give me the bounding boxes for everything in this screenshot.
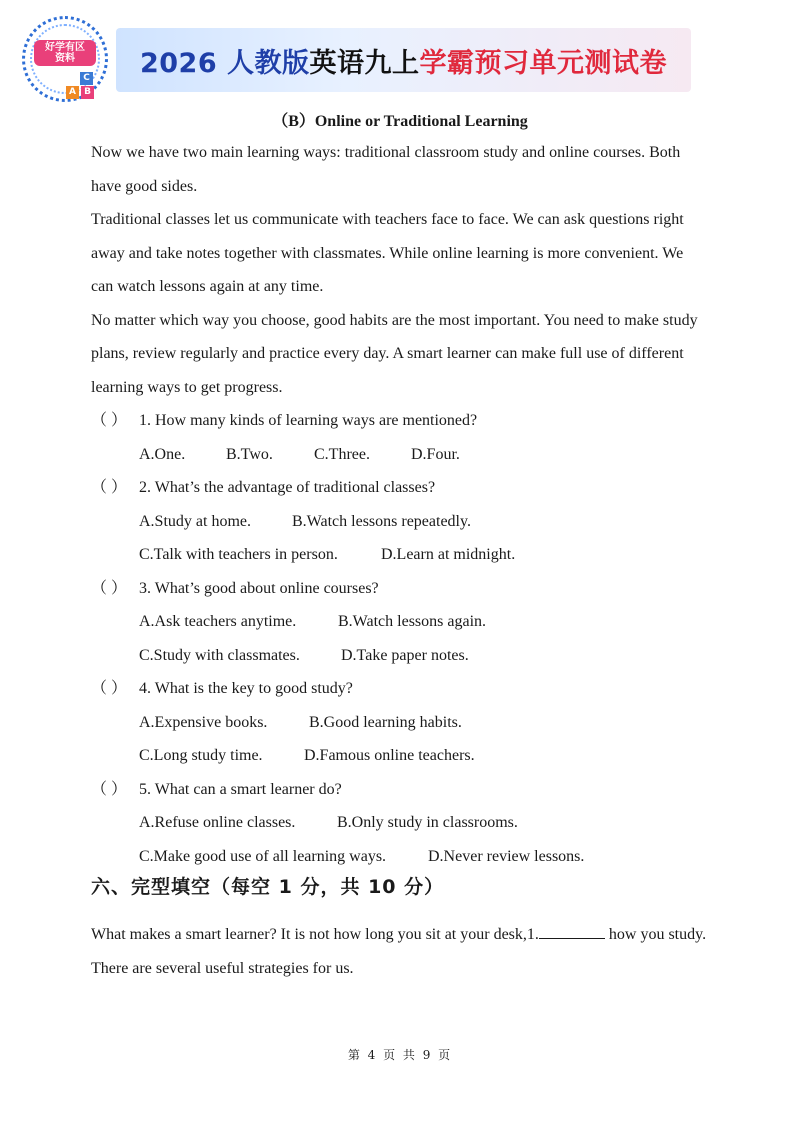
question-text: 3. What’s good about online courses? [139,579,379,597]
answer-bracket[interactable]: （ ） [91,680,128,697]
passage-line: away and take notes together with classmates. While online learning is more convenient. We [91,244,684,262]
option-a[interactable]: A.Study at home. [139,512,251,530]
question-text: 1. How many kinds of learning ways are mentioned? [139,412,478,429]
option-row [91,605,721,639]
brand-logo [22,16,108,102]
cloze-line-1 [91,918,731,952]
passage-line: can watch lessons again at any time. [91,278,324,295]
option-row [91,538,721,572]
passage-paragraph-2 [91,203,721,304]
cloze-text: What makes a smart learner? It is not how long you sit at your desk,1. [91,926,539,943]
option-row [91,739,721,773]
option-c[interactable]: C.Three. [314,445,370,463]
page-number: 第 4 页 共 9 页 [347,1048,453,1062]
cloze-text: how you study. [604,926,707,943]
question-text: 5. What can a smart learner do? [139,780,342,798]
question-3 [91,572,721,673]
option-row [91,706,721,740]
option-d[interactable]: D.Take paper notes. [341,646,469,664]
option-row [91,438,721,472]
answer-bracket[interactable]: （ ） [91,780,128,798]
block-c: C [80,72,93,85]
question-4 [91,672,721,773]
block-a: A [66,86,79,99]
title-part-subject: 英语九上 [309,47,420,79]
cloze-heading: 六、完型填空（每空 1 分，共 10 分） [91,876,445,898]
logo-label-line1: 好学有区 [45,42,85,53]
option-row [91,806,721,840]
option-a[interactable]: A.Refuse online classes. [139,814,296,831]
passage-line: Now we have two main learning ways: traditional classroom study and online courses. Both [91,144,681,161]
option-a[interactable]: A.Ask teachers anytime. [139,613,297,630]
option-b[interactable]: B.Only study in classrooms. [337,814,518,831]
header-banner [116,28,691,92]
option-c[interactable]: C.Long study time. [139,747,263,764]
page-title [116,28,691,92]
question-text: 2. What’s the advantage of traditional classes? [139,479,436,496]
cloze-blank-1[interactable] [539,924,605,939]
answer-bracket[interactable]: （ ） [91,479,128,496]
option-b[interactable]: B.Two. [226,445,273,463]
answer-bracket[interactable]: （ ） [91,412,128,429]
answer-bracket[interactable]: （ ） [91,579,128,597]
title-part-edition: 2026 人教版 [139,47,310,79]
passage-line: learning ways to get progress. [91,378,283,396]
option-d[interactable]: D.Learn at midnight. [381,546,516,563]
block-b: B [81,86,94,99]
question-5 [91,773,721,874]
passage [91,136,721,404]
question-stem [91,672,721,706]
reading-section [91,136,721,873]
option-d[interactable]: D.Four. [411,445,460,463]
option-b[interactable]: B.Watch lessons again. [338,613,487,630]
option-b[interactable]: B.Good learning habits. [309,713,462,731]
logo-label [34,40,96,66]
passage-paragraph-1 [91,136,721,203]
option-a[interactable]: A.One. [139,445,186,463]
cloze-passage [91,918,731,985]
question-2 [91,471,721,572]
question-stem [91,572,721,606]
passage-line: plans, review regularly and practice every day. A smart learner can make full use of different [91,345,684,362]
alphabet-blocks-icon [66,72,106,100]
option-d[interactable]: D.Famous online teachers. [304,747,475,764]
passage-paragraph-3 [91,304,721,405]
section-title: （B）Online or Traditional Learning [272,113,528,130]
question-stem [91,471,721,505]
option-row [91,505,721,539]
passage-line: Traditional classes let us communicate with teachers face to face. We can ask questions right [91,211,684,228]
option-c[interactable]: C.Study with classmates. [139,646,300,664]
question-1 [91,404,721,471]
passage-line: have good sides. [91,177,198,195]
title-part-test: 学霸预习单元测试卷 [419,47,668,79]
question-stem [91,404,721,438]
option-row [91,639,721,673]
option-c[interactable]: C.Make good use of all learning ways. [139,847,387,865]
option-row [91,840,721,874]
question-stem [91,773,721,807]
option-c[interactable]: C.Talk with teachers in person. [139,546,338,563]
cloze-line-2: There are several useful strategies for us. [91,959,354,977]
option-a[interactable]: A.Expensive books. [139,713,268,731]
question-text: 4. What is the key to good study? [139,680,353,697]
passage-line: No matter which way you choose, good habits are the most important. You need to make study [91,311,698,329]
option-d[interactable]: D.Never review lessons. [428,847,585,865]
logo-label-line2: 资料 [55,53,75,64]
option-b[interactable]: B.Watch lessons repeatedly. [292,512,471,530]
